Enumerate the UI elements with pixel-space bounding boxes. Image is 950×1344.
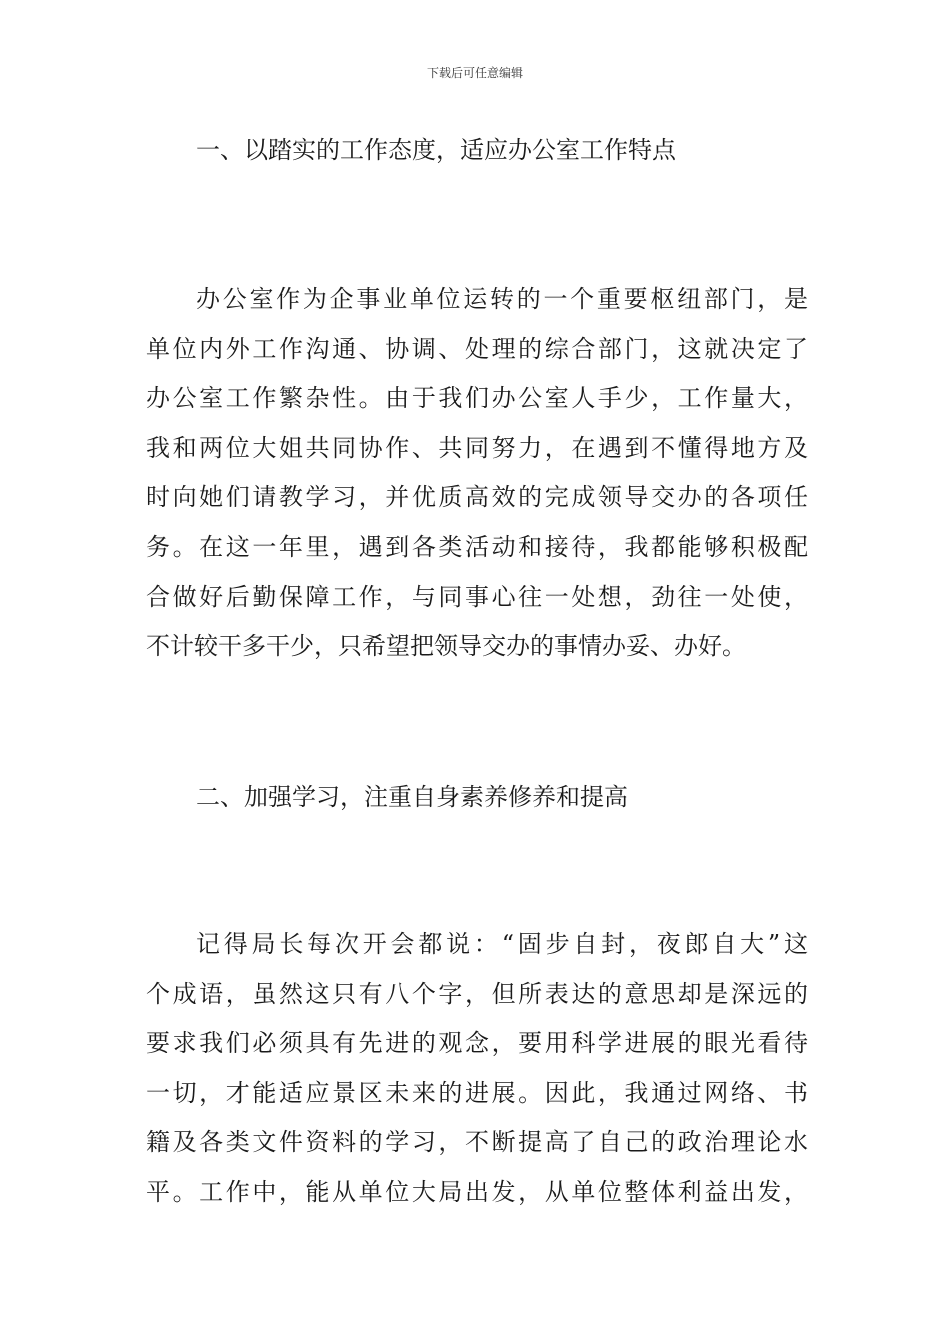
paragraph-line: 办公室作为企事业单位运转的一个重要枢纽部门，是 xyxy=(196,285,808,313)
paragraph-line: 我和两位大姐共同协作、共同努力，在遇到不懂得地方及 xyxy=(146,433,808,462)
paragraph-line: 不计较干多干少，只希望把领导交办的事情办妥、办好。 xyxy=(146,632,746,661)
paragraph-line: 合做好后勤保障工作，与同事心往一处想，劲往一处使， xyxy=(146,582,808,611)
paragraph-line: 记得局长每次开会都说：“固步自封，夜郎自大”这 xyxy=(196,930,808,958)
paragraph-1 xyxy=(146,275,808,672)
paragraph-line: 要求我们必须具有先进的观念，要用科学进展的眼光看待 xyxy=(146,1029,808,1058)
paragraph-line: 办公室工作繁杂性。由于我们办公室人手少，工作量大， xyxy=(146,384,808,413)
paragraph-line: 籍及各类文件资料的学习，不断提高了自己的政治理论水 xyxy=(146,1128,808,1157)
paragraph-line: 时向她们请教学习，并优质高效的完成领导交办的各项任 xyxy=(146,483,808,512)
paragraph-line: 务。在这一年里，遇到各类活动和接待，我都能够积极配 xyxy=(146,532,808,561)
paragraph-line: 个成语，虽然这只有八个字，但所表达的意思却是深远的 xyxy=(146,979,808,1008)
paragraph-line: 单位内外工作沟通、协调、处理的综合部门，这就决定了 xyxy=(146,334,808,363)
paragraph-2 xyxy=(146,920,808,1218)
paragraph-line: 一切，才能适应景区未来的进展。因此，我通过网络、书 xyxy=(146,1078,808,1107)
section-heading-1: 一、以踏实的工作态度，适应办公室工作特点 xyxy=(196,136,676,164)
page-header-note: 下载后可任意编辑 xyxy=(426,66,523,80)
section-heading-2: 二、加强学习，注重自身素养修养和提高 xyxy=(196,783,628,811)
paragraph-line: 平。工作中，能从单位大局出发，从单位整体利益出发， xyxy=(146,1177,808,1206)
